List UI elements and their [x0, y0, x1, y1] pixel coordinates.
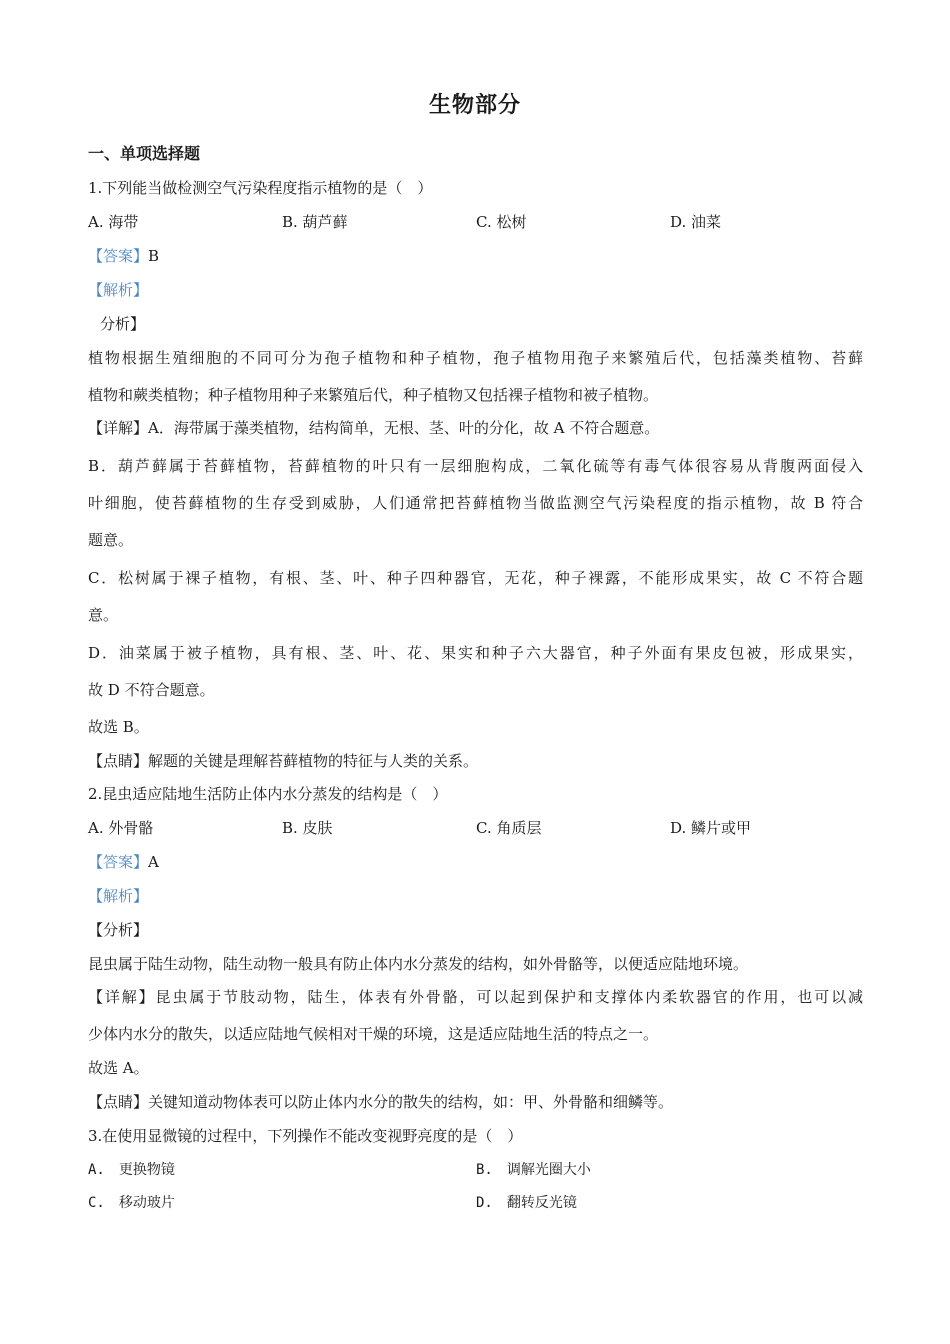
q2-answer	[88, 852, 863, 872]
q1-answer-value: B	[148, 247, 160, 265]
q3-option-a: A. 更换物镜	[88, 1162, 175, 1178]
page-title: 生物部分	[428, 92, 521, 118]
q1-jiexi-tag: 【解析】	[88, 281, 149, 299]
q1-option-a: A. 海带	[88, 213, 139, 231]
q1-analysis-line-2: 植物和蕨类植物；种子植物用种子来繁殖后代，种子植物又包括裸子植物和被子植物。	[88, 386, 659, 404]
q1-detail-a: 【详解】A．海带属于藻类植物，结构简单，无根、茎、叶的分化，故 A 不符合题意。	[88, 419, 660, 437]
q1-detail-b-line-3: 题意。	[88, 531, 134, 549]
q2-answer-value: A	[148, 853, 159, 871]
q3-option-d: D. 翻转反光镜	[476, 1195, 577, 1211]
q1-answer	[88, 246, 863, 266]
q2-option-c: C. 角质层	[476, 819, 542, 837]
q1-tip: 【点睛】解题的关键是理解苔藓植物的特征与人类的关系。	[88, 752, 479, 770]
q1-detail-c-line-1: C．松树属于裸子植物，有根、茎、叶、种子四种器官，无花，种子裸露，不能形成果实，故 C 不符合题	[88, 569, 863, 587]
q1-detail-b-line-2: 叶细胞，使苔藓植物的生存受到威胁，人们通常把苔藓植物当做监测空气污染程度的指示植物，故 B 符合	[88, 494, 863, 512]
q3-option-b: B. 调解光圈大小	[476, 1162, 591, 1178]
q2-tip: 【点睛】关键知道动物体表可以防止体内水分的散失的结构，如：甲、外骨骼和细鳞等。	[88, 1093, 674, 1111]
q1-option-c: C. 松树	[476, 213, 527, 231]
q1-detail-b-line-1: B．葫芦藓属于苔藓植物，苔藓植物的叶只有一层细胞构成，二氧化硫等有毒气体很容易从背腹两面侵入	[88, 457, 863, 475]
section-heading: 一、单项选择题	[88, 144, 201, 163]
q2-jiexi-tag: 【解析】	[88, 887, 149, 905]
q1-detail-d-line-2: 故 D 不符合题意。	[88, 681, 215, 699]
q1-option-d: D. 油菜	[670, 213, 722, 231]
q2-detail-line-2: 少体内水分的散失，以适应陆地气候相对干燥的环境，这是适应陆地生活的特点之一。	[88, 1025, 659, 1043]
q2-detail-line-1: 【详解】昆虫属于节肢动物，陆生，体表有外骨骼，可以起到保护和支撑体内柔软器官的作用，也可以减	[88, 988, 863, 1006]
q2-analysis: 昆虫属于陆生动物，陆生动物一般具有防止体内水分蒸发的结构，如外骨骼等，以便适应陆地环境。	[88, 955, 749, 973]
q1-answer-tag: 【答案】	[88, 247, 149, 265]
q2-answer-tag: 【答案】	[88, 853, 149, 871]
q2-option-b: B. 皮肤	[282, 819, 333, 837]
q1-choose: 故选 B。	[88, 718, 149, 736]
q2-option-d: D. 鳞片或甲	[670, 819, 752, 837]
q1-detail-d-line-1: D．油菜属于被子植物，具有根、茎、叶、花、果实和种子六大器官，种子外面有果皮包被，形成果实，	[88, 644, 863, 662]
q1-option-b: B. 葫芦藓	[282, 213, 348, 231]
q2-option-a: A. 外骨骼	[88, 819, 154, 837]
q2-fenxi-tag: 【分析】	[88, 921, 149, 939]
q2-choose: 故选 A。	[88, 1059, 149, 1077]
q1-analysis-line-1: 植物根据生殖细胞的不同可分为孢子植物和种子植物，孢子植物用孢子来繁殖后代，包括藻类植物、苔藓	[88, 349, 863, 367]
q3-option-c: C. 移动玻片	[88, 1195, 175, 1211]
q1-stem: 1.下列能当做检测空气污染程度指示植物的是（ ）	[88, 179, 433, 197]
q1-detail-c-line-2: 意。	[88, 606, 119, 624]
q1-fenxi-tag: 分析】	[100, 315, 146, 333]
q3-stem: 3.在使用显微镜的过程中，下列操作不能改变视野亮度的是（ ）	[88, 1127, 523, 1145]
q2-stem: 2.昆虫适应陆地生活防止体内水分蒸发的结构是（ ）	[88, 785, 448, 803]
